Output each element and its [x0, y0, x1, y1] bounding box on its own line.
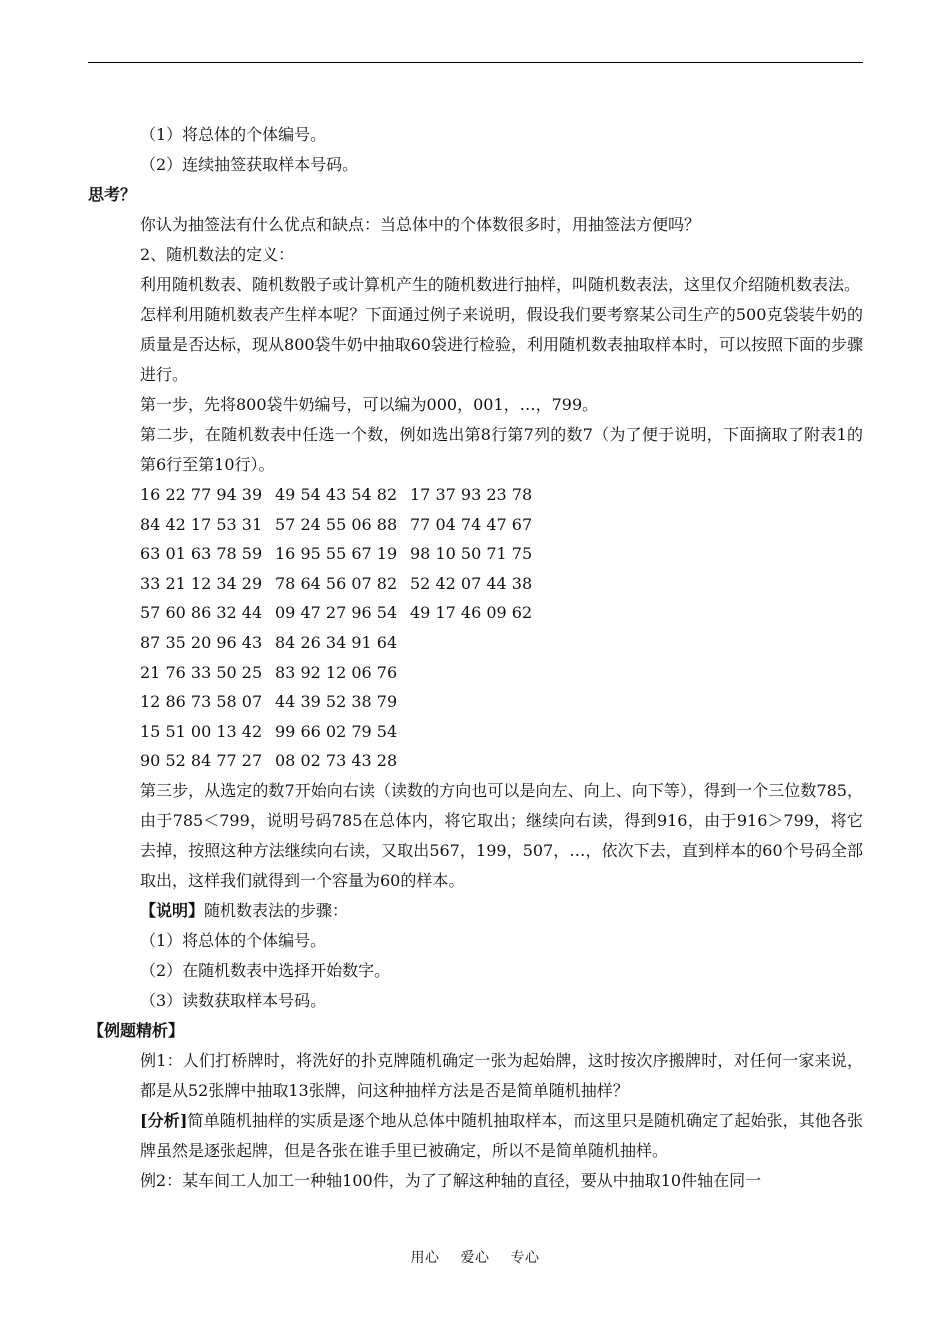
paragraph-definition: 利用随机数表、随机数骰子或计算机产生的随机数进行抽样，叫随机数表法，这里仅介绍随机数表法。 [140, 275, 861, 294]
table-cell: 08 02 73 43 28 [275, 751, 398, 771]
analysis-paragraph [88, 1106, 863, 1166]
footer-word: 爱心 [460, 1250, 490, 1266]
document-body [88, 120, 863, 1196]
table-cell: 90 52 84 77 27 [140, 751, 263, 771]
table-row [88, 658, 863, 688]
paragraph-step-3: 第三步，从选定的数7开始向右读（读数的方向也可以是向左、向上、向下等），得到一个三位数785，由于785＜799，说明号码785在总体内，将它取出；继续向右读，得到916，由于916＞799，将它去掉，按照这种方法继续向右读，又取出567，199，507，…，依次下去，直到样本的60个号码全部取出，这样我们就得到一个容量为60的样本。 [140, 780, 863, 890]
section-heading-random-number: 2、随机数法的定义： [140, 245, 295, 264]
footer-word: 专心 [510, 1250, 540, 1266]
table-cell: 83 92 12 06 76 [275, 662, 398, 682]
header-rule [88, 62, 863, 63]
table-cell: 09 47 27 96 54 [275, 603, 398, 623]
note-step-1: （1）将总体的个体编号。 [140, 930, 327, 950]
table-cell: 84 26 34 91 64 [275, 632, 398, 652]
note-line [88, 896, 863, 926]
table-cell: 84 42 17 53 31 [140, 514, 263, 534]
table-cell: 16 95 55 67 19 [275, 544, 398, 564]
table-cell: 63 01 63 78 59 [140, 544, 263, 564]
example-2: 例2：某车间工人加工一种轴100件，为了了解这种轴的直径，要从中抽取10件轴在同一 [140, 1170, 762, 1190]
table-cell: 12 86 73 58 07 [140, 692, 263, 712]
table-row [88, 480, 863, 510]
example-heading: 【例题精析】 [88, 1020, 185, 1040]
table-row [88, 687, 863, 717]
footer-word: 用心 [410, 1250, 440, 1266]
paragraph-step-1: 第一步，先将800袋牛奶编号，可以编为000，001，…，799。 [140, 395, 599, 414]
note-label: 【说明】 [140, 900, 205, 920]
note-step-2: （2）在随机数表中选择开始数字。 [140, 960, 391, 980]
random-number-table [88, 480, 863, 776]
table-cell: 21 76 33 50 25 [140, 662, 263, 682]
table-cell: 17 37 93 23 78 [410, 485, 533, 504]
table-row [88, 569, 863, 599]
table-cell: 57 60 86 32 44 [140, 603, 263, 623]
table-cell: 49 54 43 54 82 [275, 485, 398, 504]
table-cell: 87 35 20 96 43 [140, 632, 263, 652]
example-1: 例1：人们打桥牌时，将洗好的扑克牌随机确定一张为起始牌，这时按次序搬牌时，对任何一家来说，都是从52张牌中抽取13张牌，问这种抽样方法是否是简单随机抽样？ [140, 1050, 863, 1100]
page-footer [0, 1247, 950, 1267]
table-row [88, 598, 863, 628]
table-row [88, 628, 863, 658]
table-cell: 49 17 46 09 62 [410, 603, 533, 623]
paragraph-example-intro: 怎样利用随机数表产生样本呢？下面通过例子来说明，假设我们要考察某公司生产的500克袋装牛奶的质量是否达标，现从800袋牛奶中抽取60袋进行检验，利用随机数表抽取样本时，可以按照下面的步骤进行。 [140, 305, 863, 384]
note-text: 随机数表法的步骤： [204, 900, 349, 920]
analysis-label: [分析] [140, 1110, 188, 1130]
table-cell: 33 21 12 34 29 [140, 573, 263, 593]
table-cell: 77 04 74 47 67 [410, 514, 533, 534]
step-line-2: （2）连续抽签获取样本号码。 [140, 155, 359, 174]
table-cell: 15 51 00 13 42 [140, 721, 263, 741]
table-cell: 52 42 07 44 38 [410, 573, 533, 593]
table-cell: 98 10 50 71 75 [410, 544, 533, 564]
note-step-3: （3）读数获取样本号码。 [140, 990, 327, 1010]
step-line-1: （1）将总体的个体编号。 [140, 125, 327, 144]
table-cell: 44 39 52 38 79 [275, 692, 398, 712]
think-heading: 思考？ [88, 185, 137, 204]
table-row [88, 746, 863, 776]
table-cell: 78 64 56 07 82 [275, 573, 398, 593]
table-cell: 16 22 77 94 39 [140, 485, 263, 504]
table-row [88, 717, 863, 747]
table-row [88, 539, 863, 569]
table-row [88, 510, 863, 540]
analysis-text: 简单随机抽样的实质是逐个地从总体中随机抽取样本，而这里只是随机确定了起始张，其他各张牌虽然是逐张起牌，但是各张在谁手里已被确定，所以不是简单随机抽样。 [140, 1110, 863, 1160]
table-cell: 99 66 02 79 54 [275, 721, 398, 741]
paragraph-step-2: 第二步，在随机数表中任选一个数，例如选出第8行第7列的数7（为了便于说明，下面摘取了附表1的第6行至第10行）。 [140, 425, 863, 474]
think-question: 你认为抽签法有什么优点和缺点：当总体中的个体数很多时，用抽签法方便吗？ [140, 215, 701, 234]
table-cell: 57 24 55 06 88 [275, 514, 398, 534]
